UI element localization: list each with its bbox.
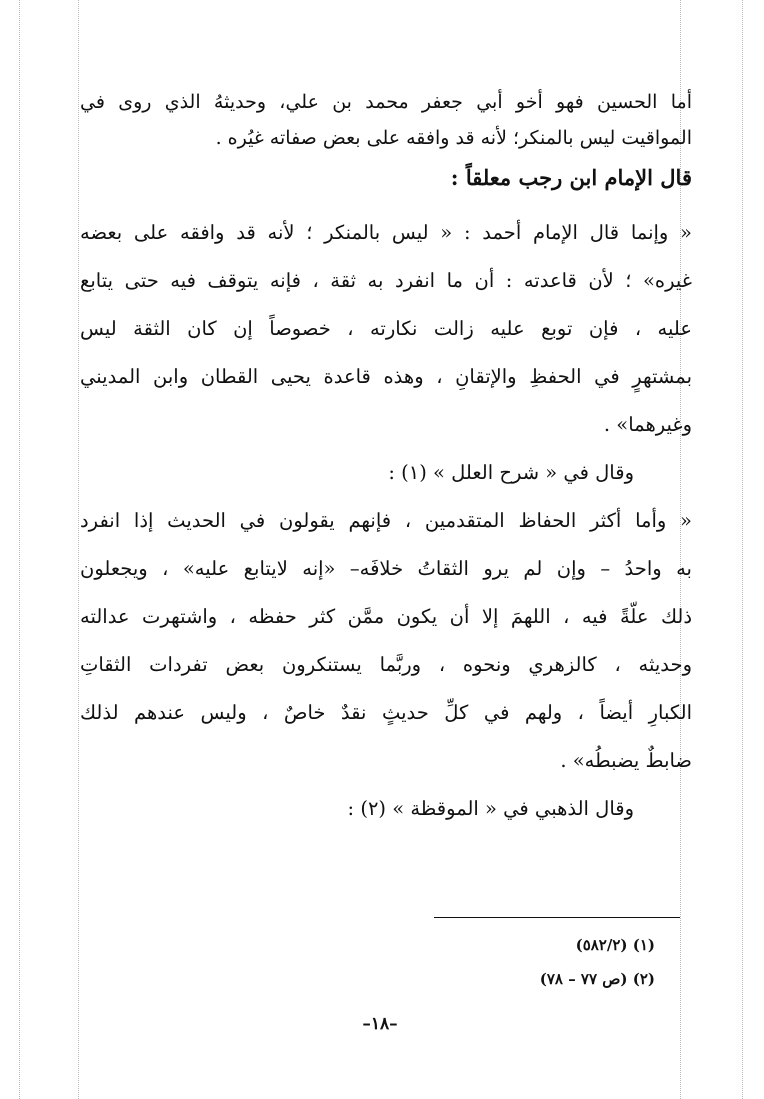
quote1-line-5: وغيرهما» . (603, 413, 692, 436)
quote2-line-3: ذلك علّةً فيه ، اللهمَ إلا أن يكون ممَّن كثر حفظه ، واشتهرت عدالته (80, 605, 692, 628)
quote2-line-5: الكبارِ أيضاً ، ولهم في كلِّ حديثٍ نقدٌ خاصٌ ، وليس عندهم لذلك (80, 701, 692, 724)
section-heading: قال الإمام ابن رجب معلقاً : (450, 165, 692, 190)
intro-line-1: أما الحسين فهو أخو أبي جعفر محمد بن علي، وحديثهُ الذي روى في (80, 91, 692, 113)
margin-guide-right-outer (742, 0, 743, 1099)
margin-guide-left-inner (78, 0, 79, 1099)
quote1-line-4: بمشتهرٍ في الحفظِ والإتقانِ ، وهذه قاعدة يحيى القطان وابن المديني (80, 365, 692, 388)
quote1-line-2: غيره» ؛ لأن قاعدته : أن ما انفرد به ثقة ، فإنه يتوقف فيه حتى يتابع (80, 269, 692, 292)
quote1-line-3: عليه ، فإن توبع عليه زالت نكارته ، خصوصاً إن كان الثقة ليس (80, 317, 692, 340)
quote2-line-2: به واحدُ – وإن لم يرو الثقاتُ خلافَه– «إنه لايتابع عليه» ، ويجعلون (80, 557, 692, 580)
quote1-line-1: « وإنما قال الإمام أحمد : « ليس بالمنكر ؛ لأنه قد وافقه على بعضه (80, 221, 692, 244)
quote2-line-4: وحديثه ، كالزهري ونحوه ، وربَّما يستنكرون بعض تفردات الثقاتِ (80, 653, 692, 676)
citation-intro-al-muqiza: وقال الذهبي في « الموقظة » (٢) : (347, 797, 634, 820)
footnote-1: (١) (٥٨٢/٢) (575, 936, 655, 954)
footnote-2: (٢) (ص ٧٧ – ٧٨) (539, 970, 655, 988)
intro-line-2: المواقيت ليس بالمنكر؛ لأنه قد وافقه على بعض صفاته غيُره . (215, 127, 692, 149)
page-body (80, 88, 692, 833)
footnotes (380, 928, 680, 996)
page-number: –١٨– (362, 1014, 398, 1034)
margin-guide-left-outer (19, 0, 20, 1099)
footnote-separator (434, 917, 680, 918)
quote2-line-6: ضابطٌ يضبطُه» . (560, 749, 692, 772)
citation-intro-sharh-al-ilal: وقال في « شرح العلل » (١) : (388, 461, 634, 484)
quote2-line-1: « وأما أكثر الحفاظ المتقدمين ، فإنهم يقولون في الحديث إذا انفرد (80, 509, 692, 532)
